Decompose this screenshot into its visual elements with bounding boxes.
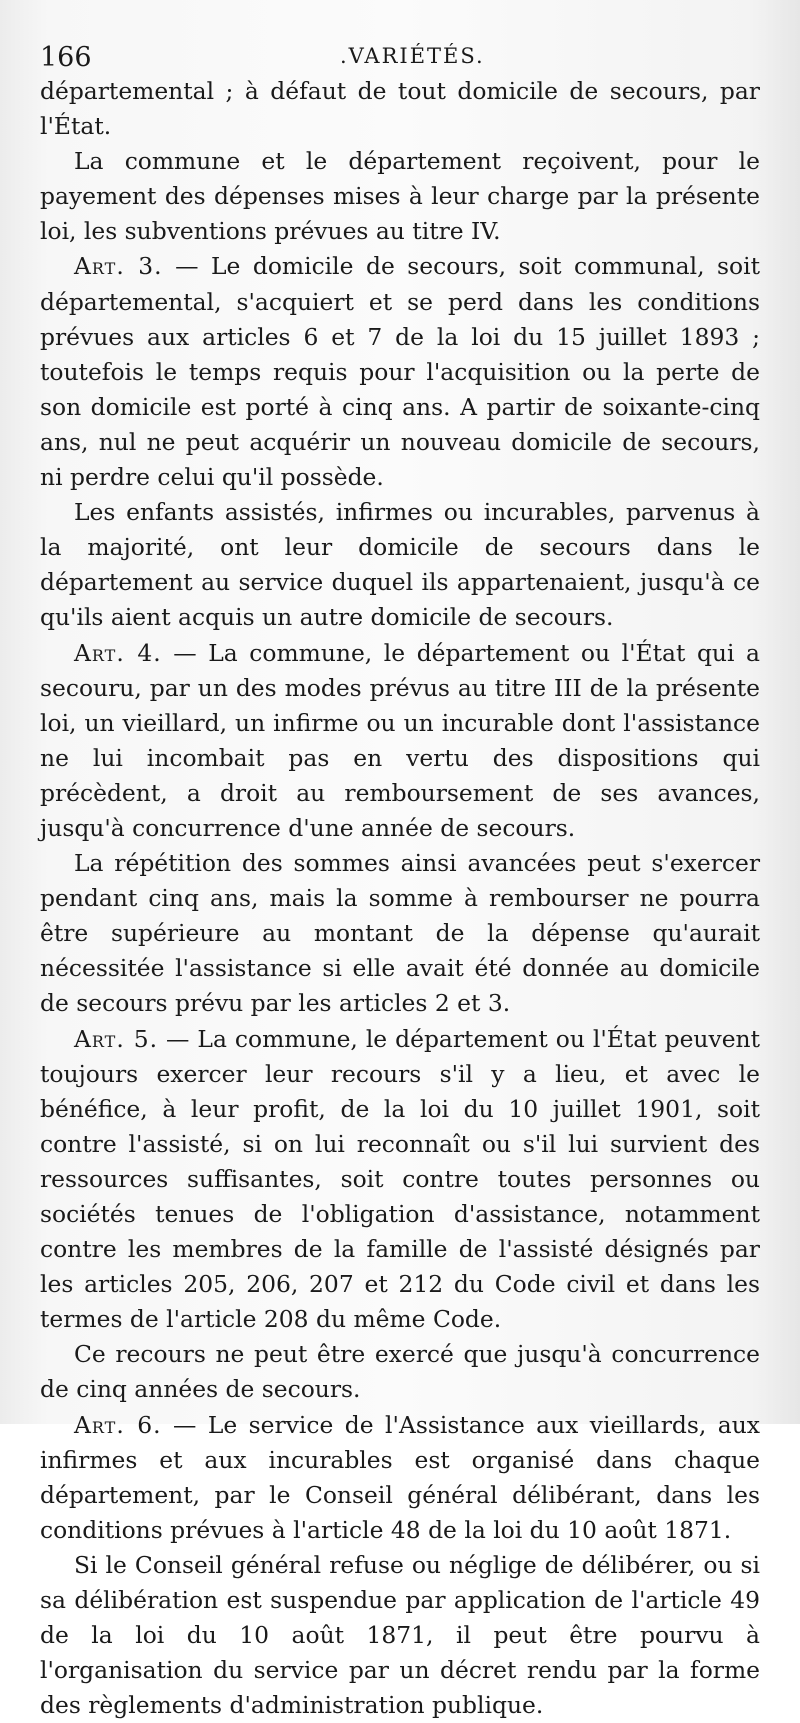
article-number: Art. 4.: [74, 638, 162, 667]
paragraph-text: — Le domicile de secours, soit communal, soit départemental, s'acquiert et se perd dans les conditions prévues aux articles 6 et 7 de la loi du 15 juillet 1893 ; toutefois le temps requis pour l'acquisition ou la perte de son domicile est porté à cinq ans. A partir de soixante-cinq ans, nul ne peut acquérir un nouveau domicile de secours, ni perdre celui qu'il possède.: [40, 252, 760, 492]
paragraph-text: Les enfants assistés, infirmes ou incurables, parvenus à la majorité, ont leur domicile de secours dans le département au service duquel ils appartenaient, jusqu'à ce qu'ils aient acquis un autre domicile de secours.: [40, 498, 760, 632]
paragraph: [40, 1408, 760, 1548]
running-title: .VARIÉTÉS.: [340, 44, 485, 68]
running-head: [40, 30, 760, 74]
paragraph: [40, 144, 760, 249]
page-number: 166: [40, 42, 92, 73]
paragraph-text: La commune et le département reçoivent, pour le payement des dépenses mises à leur charge par la présente loi, les subventions prévues au titre IV.: [40, 147, 760, 246]
article-number: Art. 3.: [74, 252, 163, 281]
paragraph: [40, 1337, 760, 1407]
paragraph: [40, 1548, 760, 1723]
paragraph-text: Si le Conseil général refuse ou néglige de délibérer, ou si sa délibération est suspendue par application de l'article 49 de la loi du 10 août 1871, il peut être pourvu à l'organisation du service par un décret rendu par la forme des règlements d'administration publique.: [40, 1550, 760, 1720]
paragraph: [40, 249, 760, 495]
paragraph: [40, 846, 760, 1021]
article-number: Art. 6.: [74, 1410, 162, 1439]
paragraph: [40, 74, 760, 144]
paragraph-text: — La commune, le département ou l'État qui a secouru, par un des modes prévus au titre III de la présente loi, un vieillard, un infirme ou un incurable dont l'assistance ne lui incombait pas en vertu des dispositions qui précèdent, a droit au remboursement de ses avances, jusqu'à concurrence d'une année de secours.: [40, 638, 760, 842]
paragraph: [40, 1022, 760, 1338]
paragraph-text: départemental ; à défaut de tout domicile de secours, par l'État.: [40, 77, 760, 141]
article-number: Art. 5.: [74, 1024, 159, 1053]
paragraph: [40, 636, 760, 847]
paragraph-text: — Le service de l'Assistance aux vieillards, aux infirmes et aux incurables est organisé dans chaque département, par le Conseil général délibérant, dans les conditions prévues à l'article 48 de la loi du 10 août 1871.: [40, 1410, 760, 1544]
paragraph-text: Ce recours ne peut être exercé que jusqu'à concurrence de cinq années de secours.: [40, 1340, 760, 1404]
paragraph-text: La répétition des sommes ainsi avancées peut s'exercer pendant cinq ans, mais la somme à rembourser ne pourra être supérieure au montant de la dépense qu'aurait nécessitée l'assistance si elle avait été donnée au domicile de secours prévu par les articles 2 et 3.: [40, 849, 760, 1018]
paragraph-text: — La commune, le département ou l'État peuvent toujours exercer leur recours s'il y a lieu, et avec le bénéfice, à leur profit, de la loi du 10 juillet 1901, soit contre l'assisté, si on lui reconnaît ou s'il lui survient des ressources suffisantes, soit contre toutes personnes ou sociétés tenues de l'obligation d'assistance, notamment contre les membres de la famille de l'assisté désignés par les articles 205, 206, 207 et 212 du Code civil et dans les termes de l'article 208 du même Code.: [40, 1024, 760, 1334]
page-body: [40, 74, 760, 1723]
paragraph: [40, 495, 760, 635]
